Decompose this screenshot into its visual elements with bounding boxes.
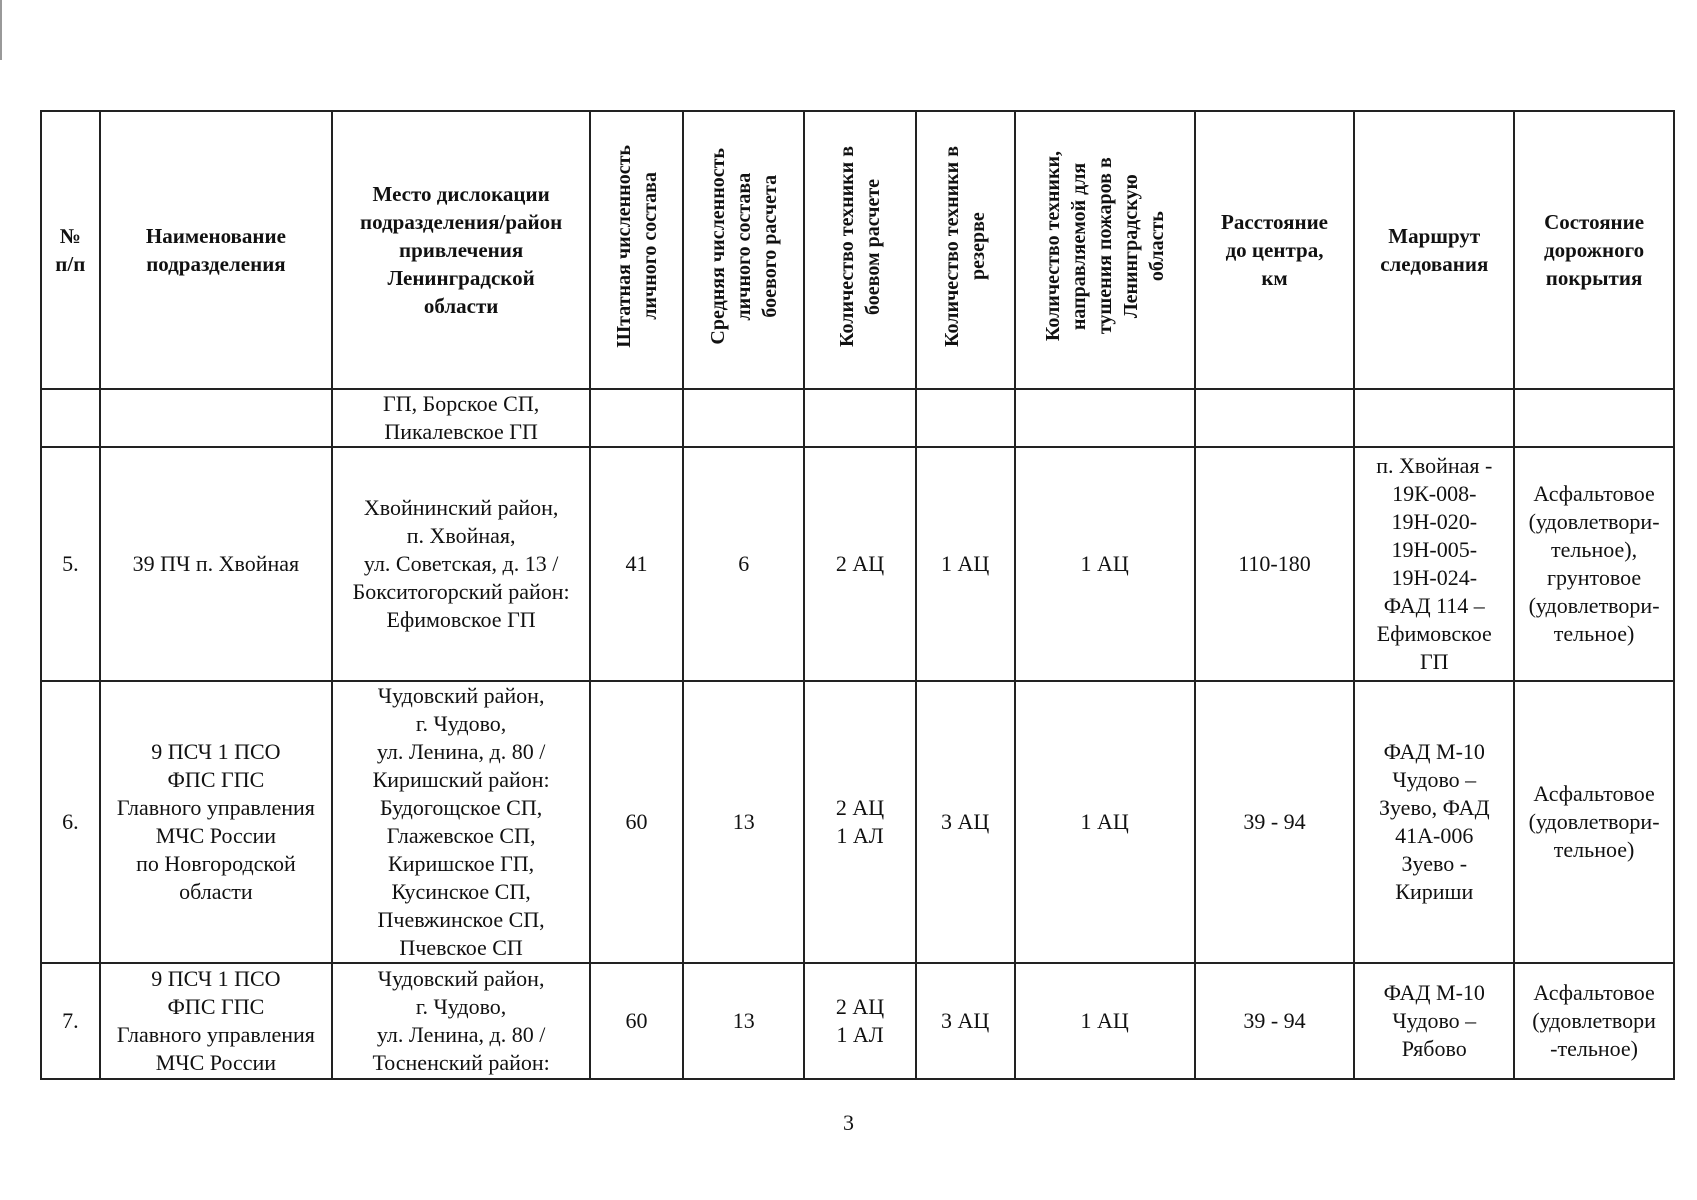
cell-name: 9 ПСЧ 1 ПСО ФПС ГПС Главного управления МЧС России [100, 963, 333, 1079]
cell-equip-combat: 2 АЦ 1 АЛ [804, 681, 915, 963]
cell-route: п. Хвойная - 19К-008- 19Н-020- 19Н-005- 19Н-024- ФАД 114 – Ефимовское ГП [1354, 447, 1514, 681]
cell-equip-sent: 1 АЦ [1015, 963, 1195, 1079]
table-row [41, 389, 1674, 447]
header-equip-reserve-cell [916, 111, 1015, 389]
cell-road: Асфальтовое (удовлетвори -тельное) [1514, 963, 1674, 1079]
header-staff-cell [590, 111, 683, 389]
header-equip-combat-cell [804, 111, 915, 389]
cell-avg-crew: 13 [683, 963, 804, 1079]
header-distance: Расстояние до центра, км [1195, 111, 1355, 389]
units-table [40, 110, 1675, 1080]
header-equip-sent-cell [1015, 111, 1195, 389]
cell-equip-sent: 1 АЦ [1015, 681, 1195, 963]
cell-road [1514, 389, 1674, 447]
cell-route: ФАД М-10 Чудово – Зуево, ФАД 41А-006 Зуево - Кириши [1354, 681, 1514, 963]
cell-route: ФАД М-10 Чудово – Рябово [1354, 963, 1514, 1079]
cell-avg-crew: 6 [683, 447, 804, 681]
header-avg-crew: Средняя численность личного состава боевого расчета [706, 148, 781, 345]
cell-equip-reserve: 3 АЦ [916, 963, 1015, 1079]
header-route: Маршрут следования [1354, 111, 1514, 389]
page-number: 3 [843, 1110, 854, 1135]
cell-location: Хвойнинский район, п. Хвойная, ул. Советская, д. 13 / Бокситогорский район: Ефимовское ГП [332, 447, 590, 681]
cell-location: ГП, Борское СП, Пикалевское ГП [332, 389, 590, 447]
cell-staff: 60 [590, 681, 683, 963]
cell-num: 7. [41, 963, 100, 1079]
cell-equip-sent [1015, 389, 1195, 447]
cell-distance: 110-180 [1195, 447, 1355, 681]
header-row [41, 111, 1674, 389]
cell-staff: 60 [590, 963, 683, 1079]
cell-equip-combat: 2 АЦ 1 АЛ [804, 963, 915, 1079]
cell-avg-crew [683, 389, 804, 447]
header-equip-sent: Количество техники, направляемой для тушения пожаров в Ленинградскую область [1041, 151, 1168, 342]
cell-distance: 39 - 94 [1195, 963, 1355, 1079]
header-road: Состояние дорожного покрытия [1514, 111, 1674, 389]
table-row [41, 963, 1674, 1079]
cell-equip-sent: 1 АЦ [1015, 447, 1195, 681]
cell-name: 9 ПСЧ 1 ПСО ФПС ГПС Главного управления МЧС России по Новгородской области [100, 681, 333, 963]
header-equip-reserve: Количество техники в резерве [941, 146, 990, 347]
table-row [41, 447, 1674, 681]
cell-staff: 41 [590, 447, 683, 681]
cell-num: 5. [41, 447, 100, 681]
cell-equip-reserve [916, 389, 1015, 447]
cell-distance: 39 - 94 [1195, 681, 1355, 963]
cell-avg-crew: 13 [683, 681, 804, 963]
header-name: Наименование подразделения [100, 111, 333, 389]
cell-distance [1195, 389, 1355, 447]
cell-equip-reserve: 1 АЦ [916, 447, 1015, 681]
table-row [41, 681, 1674, 963]
cell-route [1354, 389, 1514, 447]
header-num: № п/п [41, 111, 100, 389]
cell-location: Чудовский район, г. Чудово, ул. Ленина, д. 80 / Тосненский район: [332, 963, 590, 1079]
cell-location: Чудовский район, г. Чудово, ул. Ленина, д. 80 / Киришский район: Будогощское СП, Глажевское СП, Киришское ГП, Кусинское СП, Пчевжинское СП, Пчевское СП [332, 681, 590, 963]
cell-equip-reserve: 3 АЦ [916, 681, 1015, 963]
cell-staff [590, 389, 683, 447]
cell-num [41, 389, 100, 447]
header-avg-crew-cell [683, 111, 804, 389]
cell-road: Асфальтовое (удовлетвори- тельное), грунтовое (удовлетвори- тельное) [1514, 447, 1674, 681]
header-equip-combat: Количество техники в боевом расчете [835, 146, 884, 347]
margin-mark [0, 0, 2, 60]
cell-equip-combat: 2 АЦ [804, 447, 915, 681]
cell-name: 39 ПЧ п. Хвойная [100, 447, 333, 681]
header-location: Место дислокации подразделения/район привлечения Ленинградской области [332, 111, 590, 389]
cell-road: Асфальтовое (удовлетвори- тельное) [1514, 681, 1674, 963]
cell-equip-combat [804, 389, 915, 447]
cell-num: 6. [41, 681, 100, 963]
cell-name [100, 389, 333, 447]
header-staff: Штатная численность личного состава [612, 145, 661, 348]
